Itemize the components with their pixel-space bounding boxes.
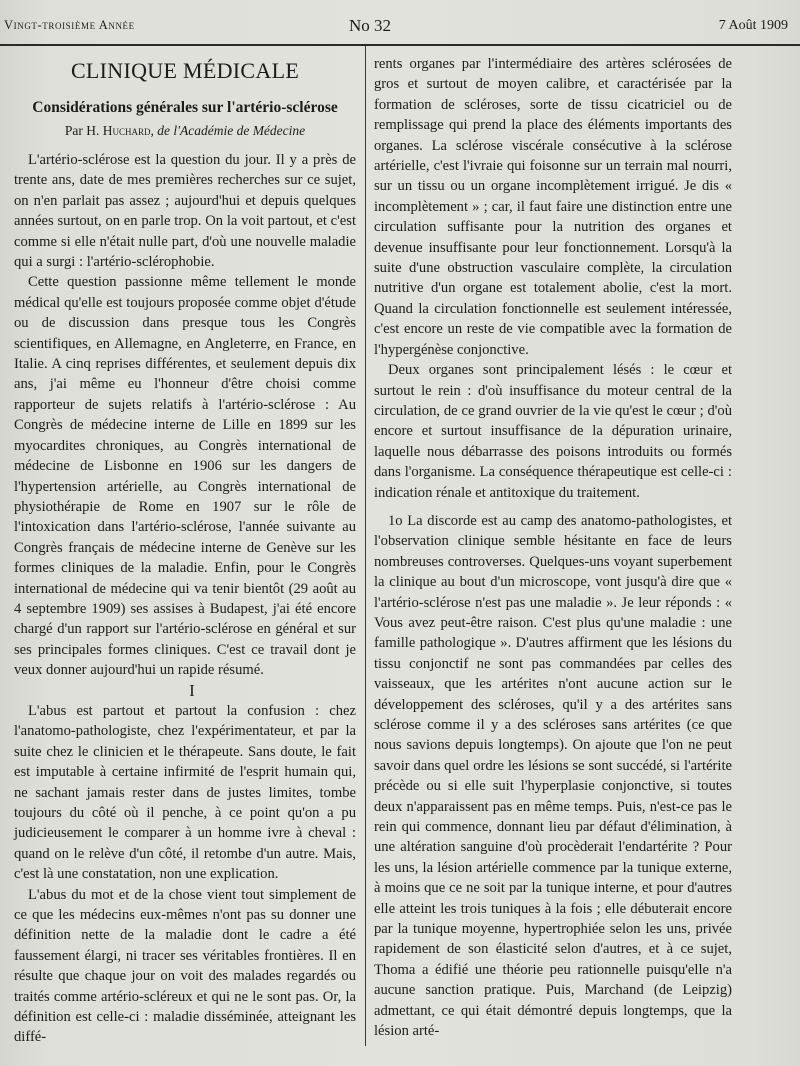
left-paragraph-2: Cette question passionne même tellement le monde médical qu'elle est toujours proposée comme objet d'étude ou de discussion dans presque tous les Congrès scientifiques, en Allemagne, en Angleterre, en France, en Italie. A cinq reprises différentes, et seulement depuis dix ans, j'ai même eu l'honneur d'être choisi comme rapporteur de sujets relatifs à l'artério-sclérose : Au Congrès de médecine interne de Lille en 1899 sur les myocardites chroniques, au Congrès international de médecine de Lisbonne en 1906 sur les dangers de l'hypertension artérielle, au Congrès international de physiothérapie de Rome en 1907 sur le rôle de l'intoxication dans l'artério-sclérose, l'année suivante au Congrès français de médecine interne de Genève sur les formes cliniques de la maladie. Enfin, pour le Congrès international de médecine qui va tenir bientôt (29 août au 4 septembre 1909) ses assises à Budapest, j'ai été encore chargé d'un rapport sur l'artério-sclérose en général et sur ses principales formes cliniques. C'est ce travail dont je veux donner aujourd'hui un rapide résumé. (14, 274, 356, 679)
section-title: CLINIQUE MÉDICALE (70, 58, 300, 83)
byline-prefix: Par H. (64, 123, 103, 138)
left-column (14, 54, 356, 1048)
header-date: 7 Août 1909 (718, 18, 788, 33)
header-issue-number: No 32 (349, 16, 392, 35)
left-paragraph-4: L'abus du mot et de la chose vient tout simplement de ce que les médecins eux-mêmes n'ont pas su donner une définition nette de la maladie dont le cadre a été faussement élargi, ni tracer ses véritables frontières. Il en résulte que chaque jour on voit des malades regardés ou traités comme artério-scléreux et qui ne le sont pas. Or, la définition est celle-ci : maladie disséminée, atteignant les diffé- (14, 886, 356, 1046)
paragraph-spacer (374, 503, 732, 511)
left-paragraph-1: L'artério-sclérose est la question du jour. Il y a près de trente ans, date de mes premières recherches sur ce sujet, on n'en parlait pas assez ; aujourd'hui et depuis quelques années surtout, on en parle trop. On la voit partout, et c'est comme si elle n'était nulle part, d'où une nouvelle maladie qui a surgi : l'artério-sclérophobie. (14, 152, 356, 271)
left-paragraph-3: L'abus est partout et partout la confusion : chez l'anatomo-pathologiste, chez l'expérimentateur, et par la suite chez le clinicien et le thérapeute. Sans doute, le fait est imputable à certaine infirmité de l'esprit humain qui, ne sachant jamais rester dans de justes limites, tombe toujours du côté où il penche, à ce point qu'on a pu judicieusement le comparer à un homme ivre à cheval : quand on le relève d'un côté, il retombe d'un autre. Mais, c'est là une constatation, non une explication. (14, 702, 356, 883)
right-paragraph-3: 1o La discorde est au camp des anatomo-pathologistes, et l'observation clinique semble hésitante en face de leurs nombreuses controverses. Quelques-uns voyant superbement la clinique au bout d'un microscope, vont jusqu'à dire que « l'artério-sclérose n'est pas une maladie ». Je leur réponds : « Vous avez peut-être raison. C'est plus qu'une maladie : une famille pathologique ». D'autres affirment que les lésions du tissu conjonctif ne sont pas commandées par celles des vaisseaux, que les artérites n'ont aucune action sur le développement des scléroses, qu'il y a des artérites sans sclérose comme il y a des scléroses sans artérites (ce que nous savions depuis longtemps). On ajoute que l'on ne peut savoir dans quel ordre les lésions se sont succédé, si l'artérite précède ou si elle suit l'hyperplasie conjonctive, si toutes deux n'apparaissent pas en même temps. Puis, n'est-ce pas le rein qui commence, donnant lieu par défaut d'élimination, à une altération sanguine d'où procèderait l'endartérite ? Pour les uns, la lésion artérielle commence par la tunique externe, à moins que ce ne soit par la tunique interne, et pour d'autres elle atteint les trois tuniques à la fois ; elle débuterait encore par la tunique moyenne, hypertrophiée selon les uns, privée rapidement de son élasticité selon d'autres, et à ce sujet, Thoma a édifié une théorie peu rationnelle puisqu'elle n'a aucune sanction pratique. Puis, Marchand (de Leipzig) admettant, ce qui était démontré depuis longtemps, que la lésion arté- (374, 512, 732, 1040)
header-rule (0, 44, 800, 46)
byline-affiliation: , de l'Académie de Médecine (150, 123, 306, 138)
right-paragraph-2: Deux organes sont principalement lésés : le cœur et surtout le rein : d'où insuffisance du moteur central de la circulation, de ce grand ouvrier de la vie qu'est le cœur ; d'où encore et surtout insuffisance de la dépuration urinaire, laquelle nous débarrasse des poisons introduits ou formés dans l'organisme. La conséquence thérapeutique est celle-ci : indication rénale et antitoxique du traitement. (374, 362, 732, 501)
header-year: Vingt-troisième Année (4, 18, 135, 32)
page-header (4, 18, 794, 40)
section-numeral: I (189, 680, 195, 700)
byline-author: Huchard (102, 123, 151, 138)
right-column (374, 54, 732, 1042)
column-divider (365, 46, 366, 1046)
byline (14, 122, 356, 140)
right-paragraph-1: rents organes par l'intermédiaire des artères sclérosées de gros et surtout de moyen calibre, et caractérisée par la formation de scléroses, sorte de tissu cicatriciel ou de remplissage qui prend la place des éléments importants des organes. La sclérose viscérale consécutive à la sclérose artérielle, c'est l'ivraie qui foisonne sur un terrain mal nourri, sur un tissu ou un organe incomplètement irrigué. Je dis « incomplètement » ; car, il faut faire une distinction entre une circulation suffisante pour la nutrition des organes et devenue insuffisante pour leur fonctionnement. Lorsqu'à la suite d'une obstruction vasculaire complète, la circulation nutritive d'un organe est totalement abolie, c'est la mort. Quand la circulation fonctionnelle est seulement intéressée, c'est encore un reste de vie compatible avec la formation de l'hypergénèse conjonctive. (374, 56, 732, 358)
article-title: Considérations générales sur l'artério-sclérose (32, 99, 338, 116)
